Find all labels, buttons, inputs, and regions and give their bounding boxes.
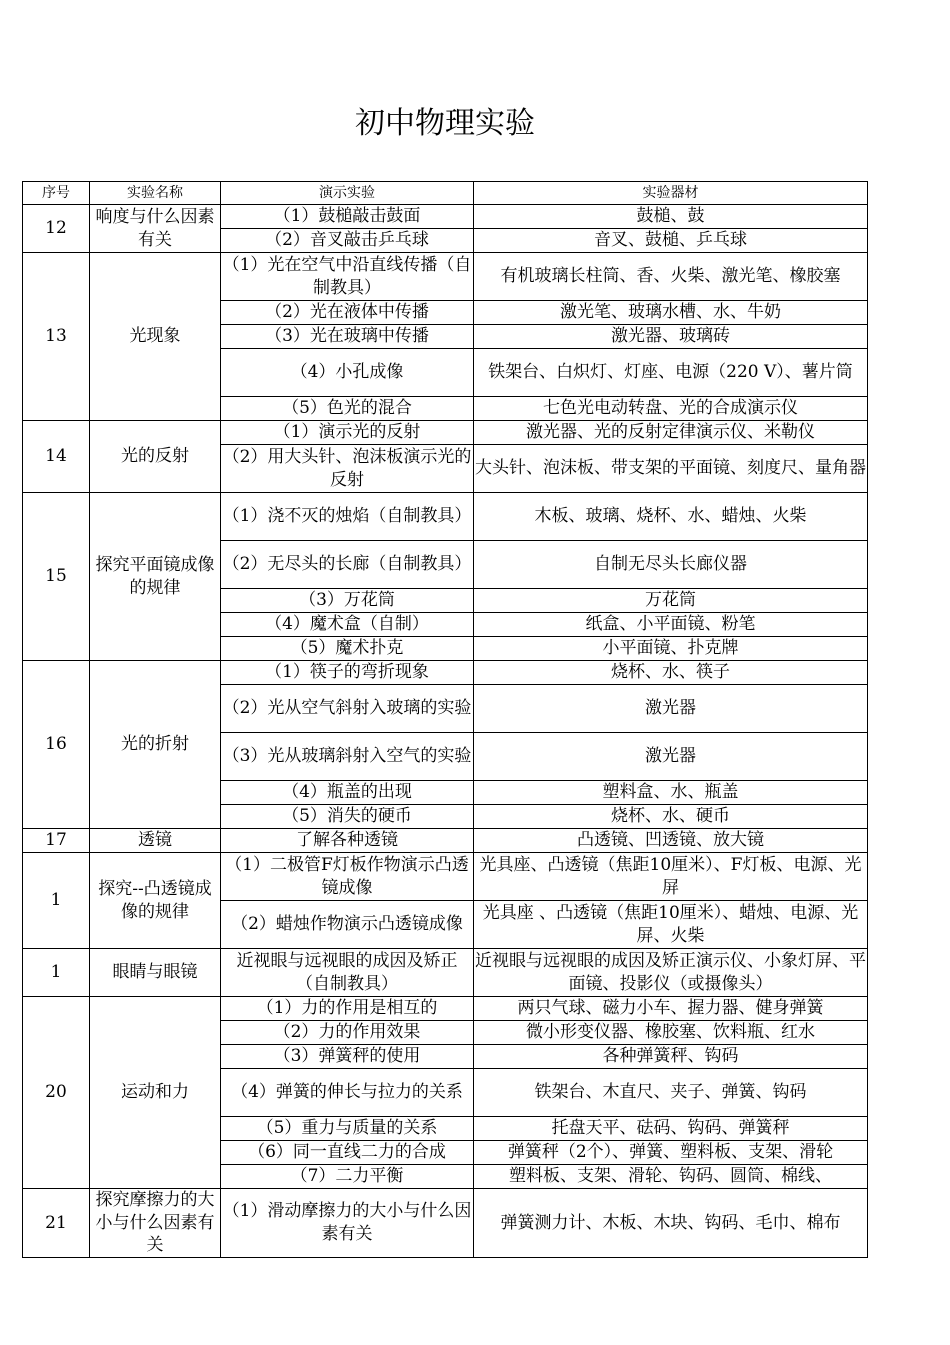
table-row xyxy=(23,493,868,541)
row-index: 1 xyxy=(23,853,90,949)
demo-experiment: （1）鼓槌敲击鼓面 xyxy=(221,205,474,229)
row-index: 20 xyxy=(23,997,90,1189)
experiment-name: 眼睛与眼镜 xyxy=(90,949,221,997)
demo-experiment: （3）万花筒 xyxy=(221,589,474,613)
demo-experiment: （3）光在玻璃中传播 xyxy=(221,325,474,349)
demo-experiment: （4）魔术盒（自制） xyxy=(221,613,474,637)
demo-experiment: （1）滑动摩擦力的大小与什么因素有关 xyxy=(221,1189,474,1258)
experiment-name: 探究摩擦力的大小与什么因素有关 xyxy=(90,1189,221,1258)
experiment-name: 光的折射 xyxy=(90,661,221,829)
equipment: 光具座、凸透镜（焦距10厘米）、F灯板、电源、光屏 xyxy=(474,853,868,901)
equipment: 托盘天平、砝码、钩码、弹簧秤 xyxy=(474,1117,868,1141)
demo-experiment: （1）二极管F灯板作物演示凸透镜成像 xyxy=(221,853,474,901)
equipment: 烧杯、水、硬币 xyxy=(474,805,868,829)
demo-experiment: （1）光在空气中沿直线传播（自制教具） xyxy=(221,253,474,301)
experiment-name: 光现象 xyxy=(90,253,221,421)
table-row xyxy=(23,853,868,901)
equipment: 光具座 、凸透镜（焦距10厘米）、蜡烛、电源、光屏、火柴 xyxy=(474,901,868,949)
equipment: 激光器、光的反射定律演示仪、米勒仪 xyxy=(474,421,868,445)
demo-experiment: （1）演示光的反射 xyxy=(221,421,474,445)
equipment: 激光笔、玻璃水槽、水、牛奶 xyxy=(474,301,868,325)
demo-experiment: （5）消失的硬币 xyxy=(221,805,474,829)
equipment: 微小形变仪器、橡胶塞、饮料瓶、红水 xyxy=(474,1021,868,1045)
table-row xyxy=(23,661,868,685)
equipment: 铁架台、白炽灯、灯座、电源（220 V）、薯片筒 xyxy=(474,349,868,397)
demo-experiment: （3）光从玻璃斜射入空气的实验 xyxy=(221,733,474,781)
table-row xyxy=(23,829,868,853)
demo-experiment: （3）弹簧秤的使用 xyxy=(221,1045,474,1069)
experiment-name: 光的反射 xyxy=(90,421,221,493)
demo-experiment: （2）光在液体中传播 xyxy=(221,301,474,325)
demo-experiment: （5）魔术扑克 xyxy=(221,637,474,661)
page-title: 初中物理实验 xyxy=(355,106,535,141)
demo-experiment: （7）二力平衡 xyxy=(221,1165,474,1189)
demo-experiment: 了解各种透镜 xyxy=(221,829,474,853)
demo-experiment: （6）同一直线二力的合成 xyxy=(221,1141,474,1165)
table-row xyxy=(23,949,868,997)
demo-experiment: （2）用大头针、泡沫板演示光的反射 xyxy=(221,445,474,493)
equipment: 弹簧测力计、木板、木块、钩码、毛巾、棉布 xyxy=(474,1189,868,1258)
experiment-name: 运动和力 xyxy=(90,997,221,1189)
equipment: 大头针、泡沫板、带支架的平面镜、刻度尺、量角器 xyxy=(474,445,868,493)
table-row xyxy=(23,253,868,301)
demo-experiment: （4）小孔成像 xyxy=(221,349,474,397)
demo-experiment: （2）音叉敲击乒乓球 xyxy=(221,229,474,253)
table-row xyxy=(23,205,868,229)
row-index: 15 xyxy=(23,493,90,661)
demo-experiment: （2）蜡烛作物演示凸透镜成像 xyxy=(221,901,474,949)
equipment: 自制无尽头长廊仪器 xyxy=(474,541,868,589)
demo-experiment: （2）光从空气斜射入玻璃的实验 xyxy=(221,685,474,733)
header-demo-experiment: 演示实验 xyxy=(221,182,474,205)
equipment: 弹簧秤（2个）、弹簧、塑料板、支架、滑轮 xyxy=(474,1141,868,1165)
demo-experiment: （5）色光的混合 xyxy=(221,397,474,421)
experiment-name: 透镜 xyxy=(90,829,221,853)
equipment: 音叉、鼓槌、乒乓球 xyxy=(474,229,868,253)
demo-experiment: （1）浇不灭的烛焰（自制教具） xyxy=(221,493,474,541)
equipment: 激光器、玻璃砖 xyxy=(474,325,868,349)
header-index: 序号 xyxy=(23,182,90,205)
table-body xyxy=(23,205,868,1258)
demo-experiment: （4）瓶盖的出现 xyxy=(221,781,474,805)
row-index: 1 xyxy=(23,949,90,997)
demo-experiment: （4）弹簧的伸长与拉力的关系 xyxy=(221,1069,474,1117)
equipment: 凸透镜、凹透镜、放大镜 xyxy=(474,829,868,853)
equipment: 木板、玻璃、烧杯、水、蜡烛、火柴 xyxy=(474,493,868,541)
equipment: 塑料盒、水、瓶盖 xyxy=(474,781,868,805)
row-index: 12 xyxy=(23,205,90,253)
equipment: 铁架台、木直尺、夹子、弹簧、钩码 xyxy=(474,1069,868,1117)
equipment: 近视眼与远视眼的成因及矫正演示仪、小象灯屏、平面镜、投影仪（或摄像头） xyxy=(474,949,868,997)
row-index: 16 xyxy=(23,661,90,829)
table-row xyxy=(23,421,868,445)
demo-experiment: （1）筷子的弯折现象 xyxy=(221,661,474,685)
demo-experiment: 近视眼与远视眼的成因及矫正（自制教具） xyxy=(221,949,474,997)
equipment: 各种弹簧秤、钩码 xyxy=(474,1045,868,1069)
experiment-name: 探究--凸透镜成像的规律 xyxy=(90,853,221,949)
experiment-name: 探究平面镜成像的规律 xyxy=(90,493,221,661)
equipment: 两只气球、磁力小车、握力器、健身弹簧 xyxy=(474,997,868,1021)
equipment: 烧杯、水、筷子 xyxy=(474,661,868,685)
experiment-table xyxy=(22,181,868,1258)
equipment: 小平面镜、扑克牌 xyxy=(474,637,868,661)
row-index: 13 xyxy=(23,253,90,421)
equipment: 激光器 xyxy=(474,685,868,733)
header-equipment: 实验器材 xyxy=(474,182,868,205)
equipment: 鼓槌、鼓 xyxy=(474,205,868,229)
row-index: 14 xyxy=(23,421,90,493)
table-row xyxy=(23,997,868,1021)
demo-experiment: （2）力的作用效果 xyxy=(221,1021,474,1045)
table-header-row xyxy=(23,182,868,205)
experiment-name: 响度与什么因素有关 xyxy=(90,205,221,253)
equipment: 纸盒、小平面镜、粉笔 xyxy=(474,613,868,637)
demo-experiment: （5）重力与质量的关系 xyxy=(221,1117,474,1141)
demo-experiment: （2）无尽头的长廊（自制教具） xyxy=(221,541,474,589)
table-row xyxy=(23,1189,868,1258)
equipment: 激光器 xyxy=(474,733,868,781)
header-experiment-name: 实验名称 xyxy=(90,182,221,205)
equipment: 七色光电动转盘、光的合成演示仪 xyxy=(474,397,868,421)
equipment: 有机玻璃长柱筒、香、火柴、激光笔、橡胶塞 xyxy=(474,253,868,301)
row-index: 17 xyxy=(23,829,90,853)
equipment: 万花筒 xyxy=(474,589,868,613)
equipment: 塑料板、支架、滑轮、钩码、圆筒、棉线、 xyxy=(474,1165,868,1189)
demo-experiment: （1）力的作用是相互的 xyxy=(221,997,474,1021)
row-index: 21 xyxy=(23,1189,90,1258)
